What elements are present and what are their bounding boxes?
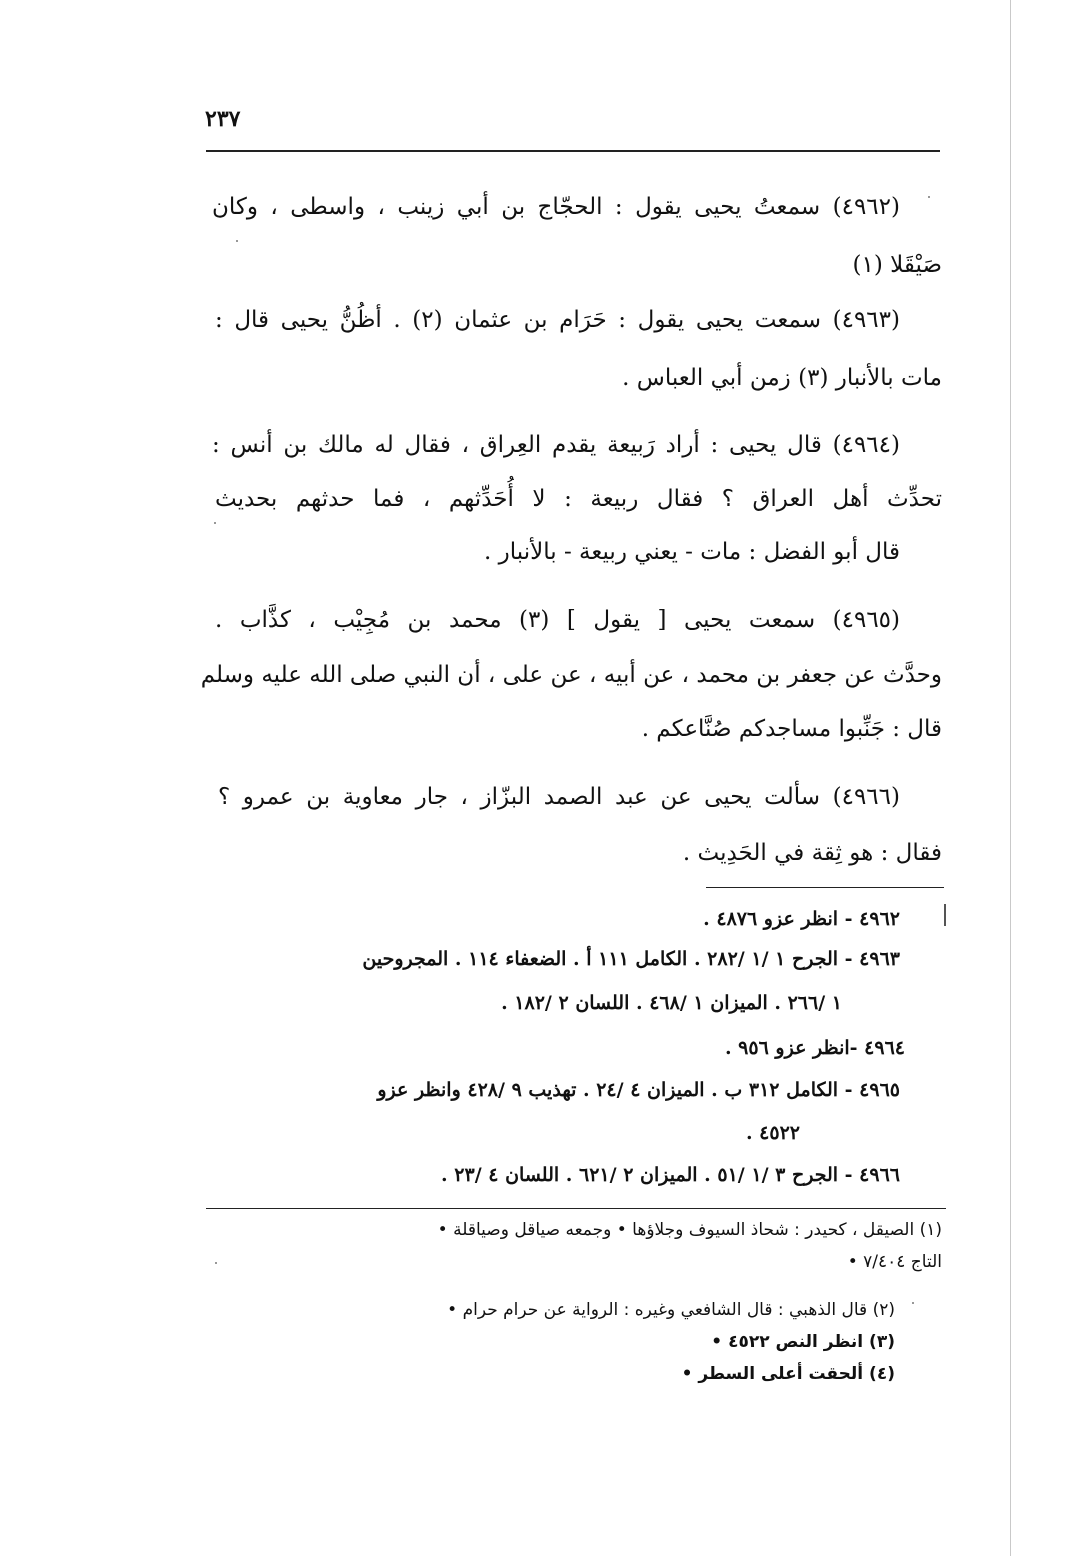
footnote-4: (٤) ألحقت أعلى السطر • [681, 1364, 895, 1384]
entry-4963-line-2: مات بالأنبار (٣) زمن أبي العباس . [622, 365, 942, 391]
reference-4963-line-1: ٤٩٦٣ - الجرح ١ /١ /٢٨٢ . الكامل ١١١ أ . الضعفاء ١١٤ . المجروحين [362, 948, 900, 970]
scan-speck [928, 196, 930, 198]
reference-4963-line-2: ١ /٢٦٦ . الميزان ١ /٤٦٨ . اللسان ٢ /١٨٢ . [501, 992, 842, 1014]
reference-4965-line-2: ٤٥٢٢ . [745, 1122, 800, 1144]
reference-4962: ٤٩٦٢ - انظر عزو ٤٨٧٦ . [703, 908, 900, 930]
scan-speck [912, 1302, 914, 1304]
reference-4964: ٤٩٦٤ -انظر عزو ٩٥٦ . [724, 1037, 905, 1059]
footnote-3: (٣) انظر النص ٤٥٢٢ • [711, 1332, 895, 1352]
entry-4962-line-1: (٤٩٦٢) سمعتُ يحيى يقول : الحجّاج بن أبي زينب ، واسطى ، وكان [212, 194, 900, 220]
scan-speck [214, 522, 216, 524]
entry-4964-line-2: تحدِّث أهل العراق ؟ فقال ربيعة : لا أُحَدِّثهم ، فما حدثهم بحديث [215, 486, 942, 512]
margin-mark [944, 904, 946, 926]
page-edge [1010, 0, 1011, 1556]
section-rule [706, 887, 944, 888]
entry-4966-line-2: فقال : هو ثِقة في الحَدِيث . [682, 840, 942, 866]
entry-4964-line-3: قال أبو الفضل : مات - يعني ربيعة - بالأنبار . [484, 539, 900, 565]
entry-4963-line-1: (٤٩٦٣) سمعت يحيى يقول : حَرَام بن عثمان (٢) . أظُنُّ يحيى قال : [215, 307, 900, 333]
entry-4962-line-2: صَيْقَلا (١) [852, 252, 942, 278]
entry-4964-line-1: (٤٩٦٤) قال يحيى : أراد رَبيعة يقدم العِراق ، فقال له مالك بن أنس : [212, 432, 900, 458]
entry-4965-line-2: وحدَّث عن جعفر بن محمد ، عن أبيه ، عن على ، أن النبي صلى الله عليه وسلم [200, 662, 942, 688]
footnote-rule [206, 1208, 946, 1209]
reference-4966: ٤٩٦٦ - الجرح ٣ /١ /٥١ . الميزان ٢ /٦٢١ . اللسان ٤ /٢٣ . [441, 1164, 900, 1186]
footnote-1-line-1: (١) الصيقل ، كحيدر : شحاذ السيوف وجلاؤها • وجمعه صياقل وصياقلة • [437, 1220, 942, 1240]
footnote-2: (٢) قال الذهبي : قال الشافعي وغيره : الرواية عن حرام حرام • [447, 1300, 895, 1320]
entry-4965-line-1: (٤٩٦٥) سمعت يحيى [ يقول ] (٣) محمد بن مُجِيْب ، كذَّاب . [215, 607, 901, 633]
header-rule [206, 150, 940, 152]
reference-4965-line-1: ٤٩٦٥ - الكامل ٣١٢ ب . الميزان ٤ /٢٤ . تهذيب ٩ /٤٢٨ وانظر عزو [377, 1079, 900, 1101]
scan-speck [236, 240, 238, 242]
entry-4965-line-3: قال : جَنِّبوا مساجدكم صُنَّاعكم . [641, 716, 942, 742]
scan-speck [215, 1262, 217, 1264]
page-number: ٢٣٧ [205, 106, 241, 132]
entry-4966-line-1: (٤٩٦٦) سألت يحيى عن عبد الصمد البزّاز ، جار معاوية بن عمرو ؟ [218, 784, 900, 810]
footnote-1-line-2: التاج ٧/٤٠٤ • [847, 1252, 942, 1272]
